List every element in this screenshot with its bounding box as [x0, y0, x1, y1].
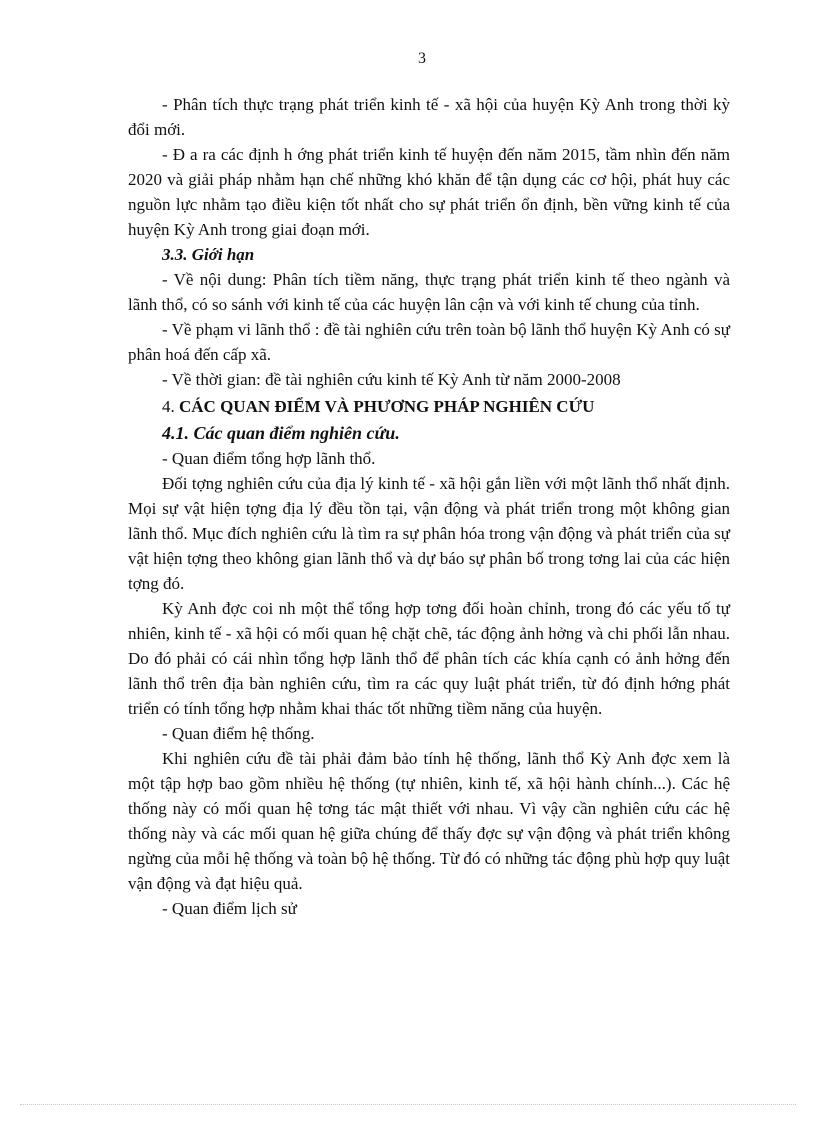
paragraph: - Về phạm vi lãnh thổ : đề tài nghiên cứu trên toàn bộ lãnh thổ huyện Kỳ Anh có sự phân hoá đến cấp xã.	[128, 320, 730, 364]
paragraph: - Về nội dung: Phân tích tiềm năng, thực trạng phát triển kinh tế theo ngành và lãnh thổ, có so sánh với kinh tế của các huyện lân cận và với kinh tế chung của tỉnh.	[128, 270, 730, 314]
paragraph: Kỳ Anh đợc coi nh một thể tổng hợp tơng đối hoàn chỉnh, trong đó các yếu tố tự nhiên, kinh tế - xã hội có mối quan hệ chặt chẽ, tác động ảnh hởng và chi phối lẫn nhau. Do đó phải có cái nhìn tổng hợp lãnh thổ để phân tích các khía cạnh có ảnh hởng đến lãnh thổ trên địa bàn nghiên cứu, tìm ra các quy luật phát triển, từ đó định hớng phát triển có tính tổng hợp nhằm khai thác tốt những tiềm năng của huyện.	[128, 599, 730, 718]
section-4-number: 4.	[162, 397, 175, 416]
paragraph: Đối tợng nghiên cứu của địa lý kinh tế - xã hội gắn liền với một lãnh thổ nhất định. Mọi sự vật hiện tợng địa lý đều tồn tại, vận động và phát triển trong một không gian lãnh thổ. Mục đích nghiên cứu là tìm ra sự phân hóa trong vận động và phát triển của sự vật hiện tợng theo không gian lãnh thổ và dự báo sự phân bố trong tơng lai của các hiện tợng đó.	[128, 474, 730, 593]
page-number: 3	[418, 50, 426, 67]
footer-divider	[20, 1104, 796, 1105]
paragraph: Khi nghiên cứu đề tài phải đảm bảo tính hệ thống, lãnh thổ Kỳ Anh đợc xem là một tập hợp bao gồm nhiều hệ thống (tự nhiên, kinh tế, xã hội hành chính...). Các hệ thống này có mối quan hệ tơng tác mật thiết với nhau. Vì vậy cần nghiên cứu các hệ thống này và các mối quan hệ giữa chúng để thấy đợc sự vận động và phát triển không ngừng của mỗi hệ thống và toàn bộ hệ thống. Từ đó có những tác động phù hợp quy luật vận động và đạt hiệu quả.	[128, 749, 730, 893]
paragraph: - Quan điểm lịch sử	[162, 899, 297, 918]
paragraph: - Về thời gian: đề tài nghiên cứu kinh tế Kỳ Anh từ năm 2000-2008	[162, 370, 621, 389]
paragraph: - Phân tích thực trạng phát triển kinh tế - xã hội của huyện Kỳ Anh trong thời kỳ đổi mới.	[128, 95, 730, 139]
paragraph: - Quan điểm tổng hợp lãnh thổ.	[162, 449, 376, 468]
section-3-3-heading: 3.3. Giới hạn	[162, 245, 255, 264]
document-body	[128, 92, 730, 921]
paragraph: - Quan điểm hệ thống.	[162, 724, 315, 743]
section-4-title: CÁC QUAN ĐIỂM VÀ PHƯƠNG PHÁP NGHIÊN CỨU	[179, 397, 595, 416]
paragraph: - Đ a ra các định h ớng phát triển kinh tế huyện đến năm 2015, tầm nhìn đến năm 2020 và giải pháp nhằm hạn chế những khó khăn để tận dụng các cơ hội, phát huy các nguồn lực nhằm tạo điều kiện tốt nhất cho sự phát triển ổn định, bền vững kinh tế của huyện Kỳ Anh trong giai đoạn mới.	[128, 145, 730, 239]
section-4-1-heading: 4.1. Các quan điểm nghiên cứu.	[162, 423, 400, 443]
section-4-heading	[128, 394, 730, 419]
